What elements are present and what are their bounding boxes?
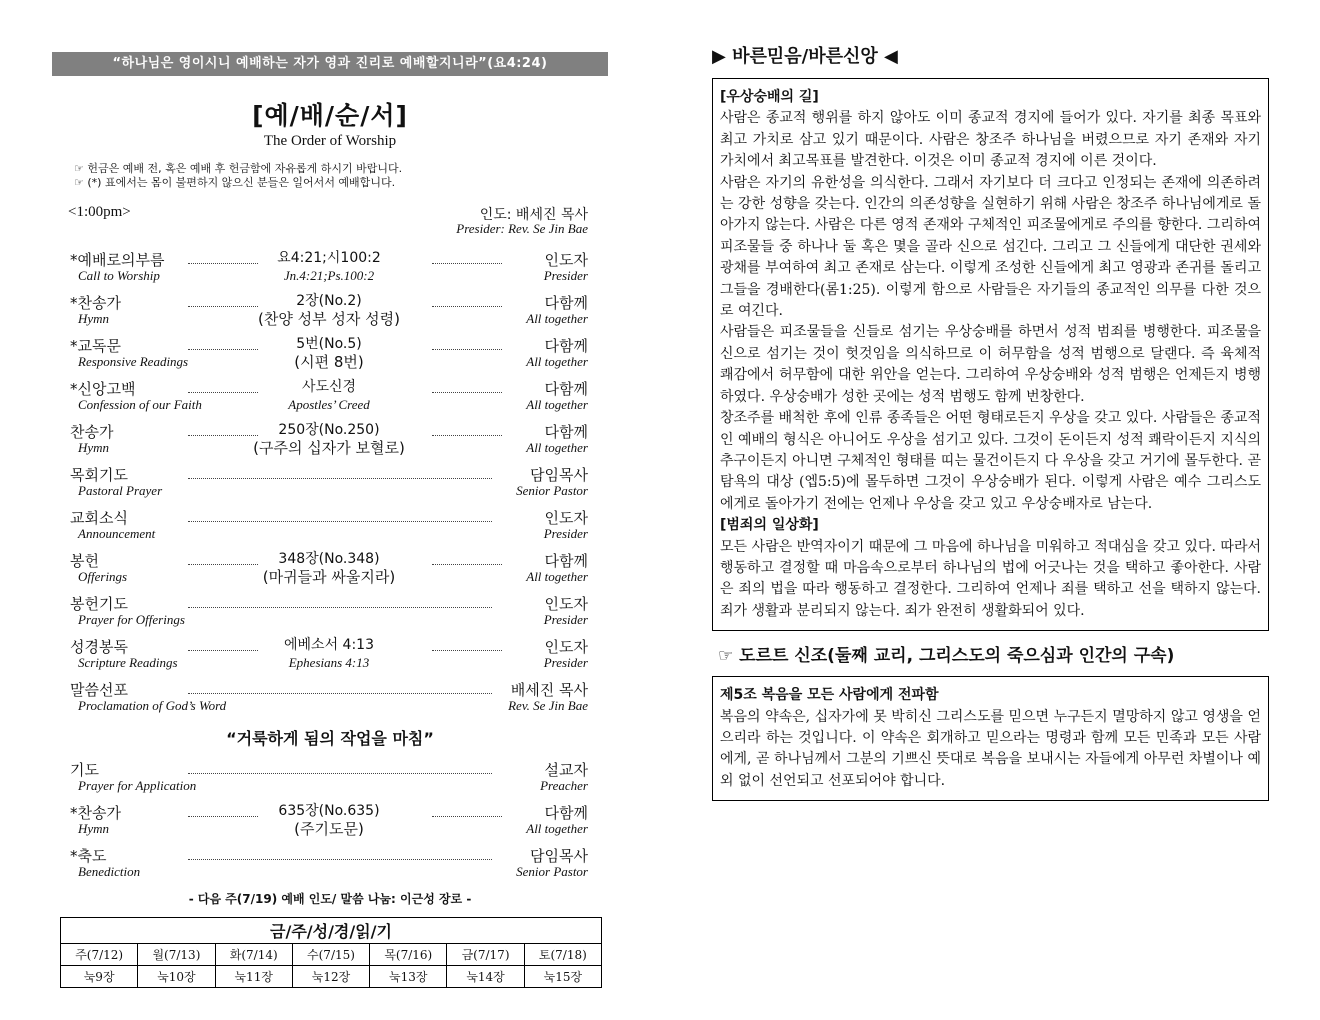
item-name-en: Benediction <box>78 864 141 879</box>
item-role-ko: 설교자 <box>544 761 588 779</box>
article-paragraph: 창조주를 배척한 후에 인류 종족들은 어떤 형태로든지 우상을 갖고 있다. 사람들은 종교적인 예배의 형식은 아니어도 우상을 섬기고 있다. 그것이 돈이든지 성적 쾌락이든지 지식의 추구이든지 아니면 구체적인 형태를 띠는 물건이든지 다 우상을 갖고 거기에 몰두한다. 곧 탐욕의 대상 (엡5:5)에 몰두하면 그것이 우상숭배가 된다. 이렇게 사람은 예수 그리스도에게로 돌아가기 전에는 언제나 우상을 갖고 있고 우상숭배자로 남는다. <box>720 410 1261 512</box>
item-name-ko: *축도 <box>70 847 107 865</box>
item-detail <box>220 378 438 414</box>
bible-reading-cell: 눅14장 <box>447 966 524 988</box>
leader-dots <box>188 650 258 651</box>
leader-dots <box>188 435 258 436</box>
bible-reading-cell: 눅15장 <box>524 966 601 988</box>
bible-day-cell: 금(7/17) <box>447 944 524 966</box>
leader-en: Presider: Rev. Se Jin Bae <box>456 221 588 236</box>
leader-dots <box>188 693 492 694</box>
idolatry-article-box <box>712 78 1269 631</box>
item-name-en: Proclamation of God’s Word <box>78 698 227 713</box>
bible-day-cell: 목(7/16) <box>370 944 447 966</box>
item-name-en: Announcement <box>78 526 156 541</box>
section-title-dort: ☞ 도르트 신조(둘째 교리, 그리스도의 죽으심과 인간의 구속) <box>718 646 1175 667</box>
item-name-ko: *찬송가 <box>70 294 121 312</box>
bible-day-cell: 토(7/18) <box>524 944 601 966</box>
item-role-ko: 인도자 <box>544 638 588 656</box>
item-role-ko: 배세진 목사 <box>510 681 588 699</box>
leader-dots <box>432 392 502 393</box>
item-name-en: Scripture Readings <box>78 655 178 670</box>
bible-day-cell: 주(7/12) <box>61 944 138 966</box>
item-detail-main: 요4:21;시100:2 <box>277 250 381 266</box>
worship-notes <box>52 162 608 190</box>
item-name-ko: *찬송가 <box>70 804 121 822</box>
article-paragraph: 모든 사람은 반역자이기 때문에 그 마음에 하나님을 미워하고 적대심을 갖고 있다. 따라서 행동하고 결정할 때 마음속으로부터 하나님의 법에 어긋나는 것을 택하고 좋아한다. 사람은 죄의 법을 따라 행동하고 결정한다. 그리하여 언제나 죄를 택하고 선을 택하지 않는다. 죄가 생활과 분리되지 않는다. 죄가 완전히 생활화되어 있다. <box>720 538 1261 619</box>
worship-item <box>70 593 588 636</box>
bible-day-cell: 수(7/15) <box>292 944 369 966</box>
item-role-en: Presider <box>543 268 588 283</box>
worship-item <box>70 464 588 507</box>
item-role-ko: 다함께 <box>544 552 588 570</box>
worship-item <box>70 292 588 335</box>
article-paragraph: 사람들은 피조물들을 신들로 섬기는 우상숭배를 하면서 성적 범죄를 병행한다. 피조물을 신으로 섬기는 것이 헛것임을 의식하므로 이 허무함을 성적 범행으로 달랜다. 즉 육체적 쾌감에서 허무함에 대한 위안을 얻는다. 그리하여 우상숭배와 성적 범행은 언제든지 병행하였다. 우상숭배가 성한 곳에는 성적 범행도 함께 번창한다. <box>720 324 1261 405</box>
item-role-en: Senior Pastor <box>516 483 588 498</box>
article-paragraph: 복음의 약속은, 십자가에 못 박히신 그리스도를 믿으면 누구든지 멸망하지 않고 영생을 얻으리라 하는 것입니다. 이 약속은 회개하고 믿으라는 명령과 함께 모든 민족과 모든 사람에게, 곧 하나님께서 그분의 기쁘신 뜻대로 복음을 보내시는 자들에게 아무런 차별이나 예외 없이 선언되고 선포되어야 합니다. <box>720 708 1261 789</box>
item-name-en: Responsive Readings <box>78 354 189 369</box>
article-heading-sin: [범죄의 일상화] <box>720 517 819 534</box>
bible-reading-cell: 눅13장 <box>370 966 447 988</box>
item-role-en: All together <box>526 354 588 369</box>
item-detail-sub: (마귀들과 싸울지라) <box>262 568 396 586</box>
item-name-ko: *신앙고백 <box>70 380 136 398</box>
page-subtitle: The Order of Worship <box>263 133 397 149</box>
item-detail <box>220 636 438 672</box>
item-name-ko: *교독문 <box>70 337 121 355</box>
bible-day-cell: 월(7/13) <box>138 944 215 966</box>
worship-item <box>70 759 588 802</box>
item-role-en: All together <box>526 397 588 412</box>
item-role-en: All together <box>526 440 588 455</box>
page-title: [예/배/순/서] <box>252 101 408 130</box>
article-heading-dort: 제5조 복음을 모든 사람에게 전파함 <box>720 687 939 704</box>
section-title-faith: ▶ 바른믿음/바른신앙 ◀ <box>712 46 898 67</box>
leader-dots <box>188 392 258 393</box>
item-role-ko: 담임목사 <box>530 466 588 484</box>
item-name-en: Hymn <box>78 311 110 326</box>
item-name-en: Hymn <box>78 821 110 836</box>
note-offering: ☞ 헌금은 예배 전, 혹은 예배 후 헌금함에 자유롭게 하시기 바랍니다. <box>74 162 403 175</box>
item-name-ko: *예배로의부름 <box>70 251 165 269</box>
item-name-ko: 목회기도 <box>70 466 128 484</box>
leader-dots <box>432 349 502 350</box>
worship-item <box>70 421 588 464</box>
item-name-ko: 성경봉독 <box>70 638 128 656</box>
item-detail-main: 250장(No.250) <box>278 422 380 438</box>
leader-dots <box>432 435 502 436</box>
item-name-en: Prayer for Offerings <box>78 612 185 627</box>
item-detail-main: 635장(No.635) <box>278 803 380 819</box>
item-detail <box>220 802 438 838</box>
item-detail-main: 에베소서 4:13 <box>284 637 374 653</box>
item-role-ko: 다함께 <box>544 423 588 441</box>
item-role-en: All together <box>526 311 588 326</box>
leader-dots <box>188 816 258 817</box>
bible-reading-cell: 눅10장 <box>138 966 215 988</box>
worship-items <box>52 249 608 722</box>
item-detail-main: 348장(No.348) <box>278 551 380 567</box>
leader-dots <box>188 478 492 479</box>
item-role-ko: 다함께 <box>544 337 588 355</box>
item-detail <box>220 421 438 457</box>
item-role-ko: 담임목사 <box>530 847 588 865</box>
leader-dots <box>188 521 492 522</box>
item-role-en: Presider <box>543 526 588 541</box>
worship-item <box>70 507 588 550</box>
leader-dots <box>188 564 258 565</box>
bible-readings-row <box>61 966 602 988</box>
item-detail-main: 2장(No.2) <box>296 293 362 309</box>
article-heading-idolatry: [우상숭배의 길] <box>720 89 819 105</box>
worship-item <box>70 335 588 378</box>
leader-dots <box>188 859 492 860</box>
item-detail <box>220 292 438 328</box>
item-detail-sub: (구주의 십자가 보혈로) <box>253 439 405 457</box>
item-role-ko: 인도자 <box>544 595 588 613</box>
item-name-ko: 봉헌 <box>70 552 99 570</box>
leader-dots <box>188 607 492 608</box>
bible-day-cell: 화(7/14) <box>215 944 292 966</box>
article-paragraph: 사람은 자기의 유한성을 의식한다. 그래서 자기보다 더 크다고 인정되는 존재에 의존하려는 강한 성향을 갖는다. 인간의 의존성향을 실현하기 위해 사람은 창조주 하나님에게로 돌아가지 않는다. 사람은 다른 영적 존재와 구체적인 피조물에게로 주의를 향한다. 그리하여 피조물들 중 하나나 둘 혹은 몇을 골라 신으로 섬긴다. 그리고 그 신들에게 대단한 권세와 광채를 부여하여 최고 존재로 삼는다. 이렇게 조성한 신들에게 최고 영광과 존귀를 돌리고 그들을 경배한다(롬1:25). 이렇게 함으로 사람들은 자기들의 종교적인 의무를 다한 것으로 여긴다. <box>720 174 1261 320</box>
closing-items <box>52 759 608 888</box>
item-detail <box>220 249 438 285</box>
worship-item <box>70 679 588 722</box>
scripture-banner: “하나님은 영이시니 예배하는 자가 영과 진리로 예배할지니라”(요4:24) <box>52 52 608 76</box>
item-name-en: Prayer for Application <box>78 778 197 793</box>
bible-days-row <box>61 944 602 966</box>
service-time-row <box>52 204 608 224</box>
bible-reading-cell: 눅12장 <box>292 966 369 988</box>
item-name-ko: 말씀선포 <box>70 681 128 699</box>
leader-dots <box>188 349 258 350</box>
next-week-note: - 다음 주(7/19) 예배 인도/ 말씀 나눔: 이근성 장로 - <box>188 892 472 906</box>
leader-dots <box>432 816 502 817</box>
worship-item <box>70 249 588 292</box>
bible-reading-cell: 눅11장 <box>215 966 292 988</box>
item-role-ko: 인도자 <box>544 251 588 269</box>
closing-title: “거룩하게 됨의 작업을 마침” <box>226 729 434 748</box>
worship-item <box>70 378 588 421</box>
item-detail-sub: (주기도문) <box>294 820 364 838</box>
item-role-ko: 다함께 <box>544 294 588 312</box>
faith-column <box>712 42 1269 801</box>
leader-dots <box>432 263 502 264</box>
item-name-en: Confession of our Faith <box>78 397 202 412</box>
item-detail-sub: Jn.4:21;Ps.100:2 <box>283 268 375 283</box>
item-detail <box>220 550 438 586</box>
item-role-en: Rev. Se Jin Bae <box>508 698 588 713</box>
leader-dots <box>432 650 502 651</box>
item-role-ko: 인도자 <box>544 509 588 527</box>
worship-item <box>70 550 588 593</box>
item-name-en: Pastoral Prayer <box>78 483 163 498</box>
item-role-ko: 다함께 <box>544 804 588 822</box>
item-detail <box>220 335 438 371</box>
item-name-ko: 찬송가 <box>70 423 114 441</box>
worship-item <box>70 802 588 845</box>
item-name-en: Hymn <box>78 440 110 455</box>
item-detail-sub: (찬양 성부 성자 성령) <box>258 310 400 328</box>
leader-dots <box>188 263 258 264</box>
service-time: <1:00pm> <box>68 204 131 220</box>
item-name-ko: 교회소식 <box>70 509 128 527</box>
bible-table-title: 금/주/성/경/읽/기 <box>61 918 602 944</box>
weekly-bible-reading-table <box>60 917 602 988</box>
leader-dots <box>188 306 258 307</box>
item-detail-main: 5번(No.5) <box>296 336 362 352</box>
item-name-en: Offerings <box>78 569 128 584</box>
item-role-en: Senior Pastor <box>516 864 588 879</box>
item-role-en: All together <box>526 569 588 584</box>
dort-article-box <box>712 676 1269 801</box>
note-standing: ☞ (*) 표에서는 몸이 불편하지 않으신 분들은 일어서서 예배합니다. <box>74 176 396 189</box>
item-role-ko: 다함께 <box>544 380 588 398</box>
item-detail-main: 사도신경 <box>301 379 357 395</box>
item-detail-sub: (시편 8번) <box>294 353 364 371</box>
leader-dots <box>432 306 502 307</box>
item-role-en: Presider <box>543 655 588 670</box>
item-role-en: Preacher <box>540 778 588 793</box>
leader-dots <box>432 564 502 565</box>
leader-ko: 인도: 배세진 목사 <box>479 207 588 223</box>
item-role-en: Presider <box>543 612 588 627</box>
item-role-en: All together <box>526 821 588 836</box>
item-name-ko: 봉헌기도 <box>70 595 128 613</box>
worship-item <box>70 845 588 888</box>
leader-dots <box>188 773 492 774</box>
item-name-en: Call to Worship <box>78 268 160 283</box>
order-of-worship-page <box>52 52 608 988</box>
item-name-ko: 기도 <box>70 761 99 779</box>
bible-reading-cell: 눅9장 <box>61 966 138 988</box>
article-paragraph: 사람은 종교적 행위를 하지 않아도 이미 종교적 경지에 들어가 있다. 자기를 최종 목표와 최고 가치로 삼고 있기 때문이다. 사람은 창조주 하나님을 버렸으므로 자기 존재와 자기 가치에서 최고목표를 발견한다. 이것은 이미 종교적 경지에 이른 것이다. <box>720 110 1261 170</box>
worship-item <box>70 636 588 679</box>
item-detail-sub: Apostles’ Creed <box>288 397 370 412</box>
item-detail-sub: Ephesians 4:13 <box>288 655 370 670</box>
